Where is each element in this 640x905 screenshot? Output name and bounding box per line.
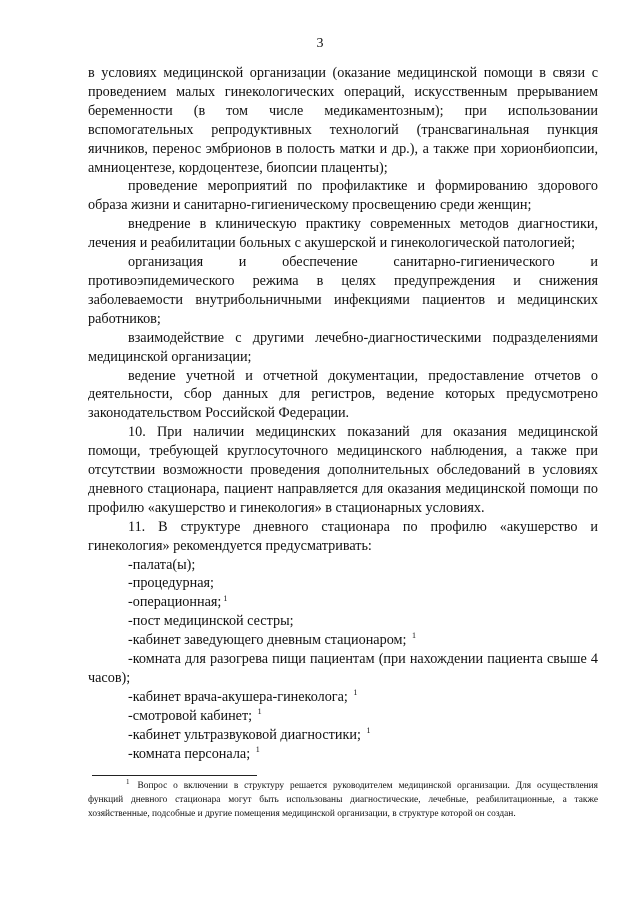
footnote-reference: 1 — [366, 725, 371, 735]
structure-list-item — [88, 556, 598, 575]
structure-list-item — [88, 726, 598, 745]
duty-paragraph: внедрение в клиническую практику современных методов диагностики, лечения и реабилитации больных с акушерской и гинекологической патологией; — [88, 216, 598, 252]
footnote-reference: 1 — [223, 593, 228, 603]
footnote-reference: 1 — [255, 744, 260, 754]
duty-paragraph: проведение мероприятий по профилактике и формированию здорового образа жизни и санитарно-гигиеническому просвещению среди женщин; — [88, 178, 598, 214]
structure-item-text: -процедурная; — [128, 575, 214, 592]
footnote-reference: 1 — [257, 707, 262, 717]
footnote — [88, 779, 598, 821]
structure-item-text: -комната для разогрева пищи пациентам (при нахождении пациента свыше 4 часов); — [88, 651, 598, 686]
structure-list-item — [88, 574, 598, 593]
structure-item-text: -операционная; — [128, 594, 222, 611]
document-body — [88, 64, 598, 764]
structure-list-item — [88, 650, 598, 688]
duty-paragraph: взаимодействие с другими лечебно-диагностическими подразделениями медицинской организации; — [88, 329, 598, 365]
footnote-marker: 1 — [126, 777, 130, 786]
structure-item-text: -кабинет заведующего дневным стационаром; — [128, 632, 407, 649]
structure-list-item — [88, 612, 598, 631]
footnote-reference: 1 — [412, 631, 416, 641]
structure-item-text: -смотровой кабинет; — [128, 707, 253, 724]
duty-paragraph: организация и обеспечение санитарно-гигиенического и противоэпидемического режима в целях предупреждения и снижения заболеваемости внутрибольничными инфекциями пациентов и медицинских работников; — [88, 254, 598, 327]
continuation-paragraph: в условиях медицинской организации (оказание медицинской помощи в связи с проведением малых гинекологических операций, искусственным прерыванием беременности (в том числе медикаментозным); при использовании вспомогательных репродуктивных технологий (трансвагинальная пункция яичников, перенос эмбрионов в полость матки и др.), а также при хорионбиопсии, амниоцентезе, кордоцентезе, биопсии плаценты); — [88, 65, 598, 176]
footnote-divider — [92, 775, 257, 776]
structure-list-item — [88, 745, 598, 764]
structure-list-item — [88, 593, 598, 612]
structure-item-text: -пост медицинской сестры; — [128, 613, 294, 630]
footnote-reference: 1 — [353, 688, 358, 698]
structure-list-item — [88, 688, 598, 707]
structure-item-text: -кабинет врача-акушера-гинеколога; — [128, 688, 348, 705]
section-11-intro: 11. В структуре дневного стационара по профилю «акушерство и гинекология» рекомендуется предусматривать: — [88, 518, 598, 554]
structure-list-item — [88, 707, 598, 726]
footnote-text: Вопрос о включении в структуру решается руководителем медицинской организации. Для осуществления функций дневного стационара могут быть использованы диагностические, лечебные, реабилитационные, а также хозяйственные, подсобные и другие помещения медицинской организации, в структуре которой он создан. — [88, 781, 598, 819]
structure-item-text: -палата(ы); — [128, 556, 196, 573]
section-10-paragraph: 10. При наличии медицинских показаний для оказания медицинской помощи, требующей круглосуточного медицинского наблюдения, а также при отсутствии возможности проведения дополнительных обследований в условиях дневного стационара, пациент направляется для оказания медицинской помощи по профилю «акушерство и гинекология» в стационарных условиях. — [88, 424, 598, 516]
page-number: 3 — [316, 36, 324, 51]
duty-paragraph: ведение учетной и отчетной документации, предоставление отчетов о деятельности, сбор данных для регистров, ведение которых предусмотрено законодательством Российской Федерации. — [88, 367, 598, 422]
structure-item-text: -кабинет ультразвуковой диагностики; — [128, 726, 361, 743]
structure-item-text: -комната персонала; — [128, 745, 251, 762]
structure-list-item — [88, 631, 598, 650]
